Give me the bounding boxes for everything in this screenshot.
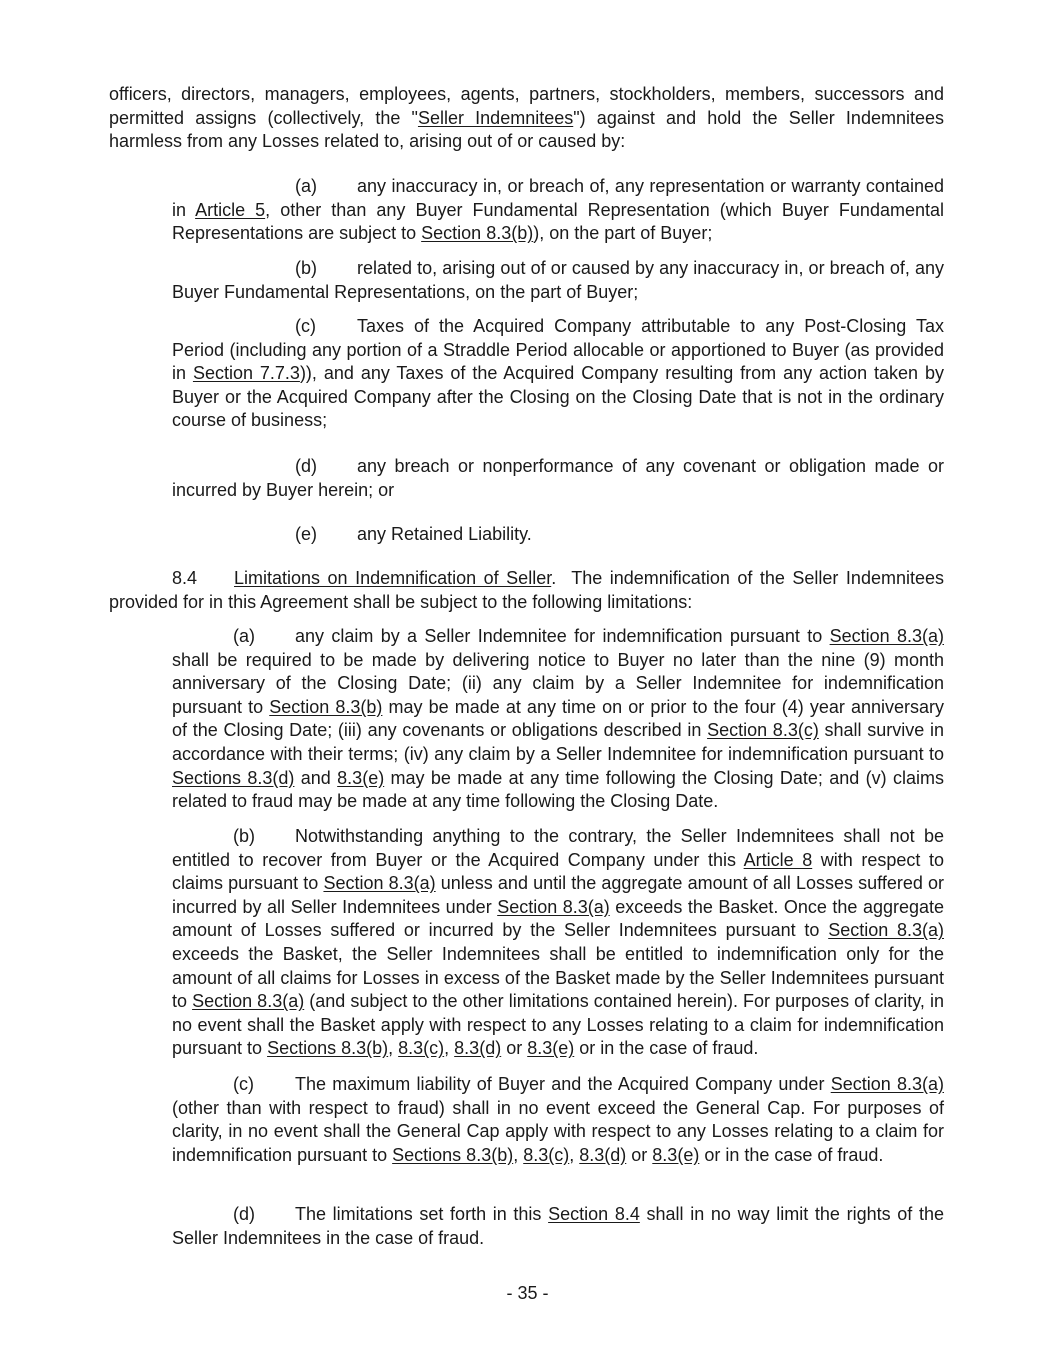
cross-reference-link[interactable]: Sections 8.3(d) [172,767,295,788]
cross-reference-link[interactable]: 8.3(e) [337,767,385,788]
clause-label: (d) [233,1204,255,1224]
cross-reference-link[interactable]: Section 8.3(a) [829,626,944,646]
defined-term-seller-indemnitees: Seller Indemnitees [417,107,574,128]
clause-label: (c) [233,1074,254,1094]
page-number: - 35 - [506,1283,549,1303]
cross-reference-link[interactable]: Section 8.3(a) [830,1074,944,1094]
clause-label: (a) [295,176,317,196]
clause-8-4-b: (b) Notwithstanding anything to the contrary, the Seller Indemnitees shall not be entitled to recover from Buyer or the Acquired Company under this Article 8 with respect to claims pursuant to Section 8.3(a) unless and until the aggregate amount of all Losses suffered or incurred by all Seller Indemnitees under Section 8.3(a) exceeds the Basket. Once the aggregate amount of Losses suffered or incurred by the Seller Indemnitees pursuant to Section 8.3(a) exceeds the Basket, the Seller Indemnitees shall be entitled to indemnification only for the amount of all claims for Losses in excess of the Basket made by the Seller Indemnitees pursuant to Section 8.3(a) (and subject to the other limitations contained herein). For purposes of clarity, in no event shall the Basket apply with respect to any Losses relating to a claim for indemnification pursuant to Sections 8.3(b), 8.3(c), 8.3(d) or 8.3(e) or in the case of fraud. [172,826,945,1059]
cross-reference-link[interactable]: Section 8.3(a) [828,920,945,941]
cross-reference-link[interactable]: Section 8.3(a) [192,991,305,1012]
cross-reference-link[interactable]: Sections 8.3(b) [392,1144,514,1165]
cross-reference-link[interactable]: Article 8 [743,849,813,870]
clause-label: (c) [295,316,316,336]
cross-reference-link[interactable]: 8.3(e) [527,1038,575,1059]
cross-reference-link[interactable]: Section 8.3(a) [323,873,436,894]
cross-reference-link[interactable]: Section 8.4 [548,1204,640,1224]
cross-reference-link[interactable]: Section 8.3(a) [497,896,610,917]
clause-label: (e) [295,524,317,544]
clause-label: (b) [233,826,255,846]
cross-reference-link[interactable]: 8.3(c) [398,1038,445,1059]
cross-reference-link[interactable]: Section 8.3(c) [707,720,819,741]
clause-8-3-d: (d) any breach or nonperformance of any covenant or obligation made or incurred by Buyer herein; or [172,456,944,500]
cross-reference-link[interactable]: 8.3(e) [652,1144,700,1165]
clause-label: (a) [233,626,255,646]
clause-8-3-e: (e) any Retained Liability. [172,523,944,547]
clause-8-4-a: (a) any claim by a Seller Indemnitee for indemnification pursuant to Section 8.3(a) shall be required to be made by delivering notice to Buyer no later than the nine (9) month anniversary of the Closing Date; (ii) any claim by a Seller Indemnitee for indemnification pursuant to Section 8.3(b) may be made at any time on or prior to the four (4) year anniversary of the Closing Date; (iii) any covenants or obligations described in Section 8.3(c) shall survive in accordance with their terms; (iv) any claim by a Seller Indemnitee for indemnification pursuant to Sections 8.3(d) and 8.3(e) may be made at any time following the Closing Date; and (v) claims related to fraud may be made at any time following the Closing Date. [172,626,945,812]
cross-reference-link[interactable]: Sections 8.3(b) [267,1038,389,1059]
clause-8-4-c: (c) The maximum liability of Buyer and the Acquired Company under Section 8.3(a) (other than with respect to fraud) shall in no event exceed the General Cap. For purposes of clarity, in no event shall the General Cap apply with respect to any Losses relating to a claim for indemnification pursuant to Sections 8.3(b), 8.3(c), 8.3(d) or 8.3(e) or in the case of fraud. [172,1074,944,1165]
section-8-4: 8.4 Limitations on Indemnification of Seller. The indemnification of the Seller Indemnitees provided for in this Agreement shall be subject to the following limitations: [109,568,944,612]
clause-label: (d) [295,456,317,476]
cross-reference-link[interactable]: Section 8.3(b) [269,696,383,717]
cross-reference-link[interactable]: Article 5 [195,199,266,220]
intro-paragraph: officers, directors, managers, employees, agents, partners, stockholders, members, successors and permitted assigns (collectively, the "Seller Indemnitees") against and hold the Seller Indemnitees harmless from any Losses related to, arising out of or caused by: [109,84,944,152]
clause-8-3-a: (a) any inaccuracy in, or breach of, any representation or warranty contained in Article 5, other than any Buyer Fundamental Representation (which Buyer Fundamental Representations are subject to Section 8.3(b)), on the part of Buyer; [172,176,944,244]
cross-reference-link[interactable]: 8.3(d) [579,1144,627,1165]
clause-label: (b) [295,258,317,278]
cross-reference-link[interactable]: 8.3(d) [454,1038,502,1059]
cross-reference-link[interactable]: 8.3(c) [523,1144,570,1165]
clause-8-4-d: (d) The limitations set forth in this Section 8.4 shall in no way limit the rights of the Seller Indemnitees in the case of fraud. [172,1204,944,1248]
clause-8-3-c: (c) Taxes of the Acquired Company attributable to any Post-Closing Tax Period (including any portion of a Straddle Period allocable or apportioned to Buyer (as provided in Section 7.7.3)), and any Taxes of the Acquired Company resulting from any action taken by Buyer or the Acquired Company after the Closing on the Closing Date that is not in the ordinary course of business; [172,316,944,431]
section-heading: Limitations on Indemnification of Seller [234,568,552,588]
cross-reference-link[interactable]: Section 7.7.3 [192,363,300,384]
cross-reference-link[interactable]: Section 8.3(b) [421,223,534,244]
section-number: 8.4 [172,568,198,588]
clause-8-3-b: (b) related to, arising out of or caused by any inaccuracy in, or breach of, any Buyer Fundamental Representations, on the part of Buyer; [172,258,944,302]
